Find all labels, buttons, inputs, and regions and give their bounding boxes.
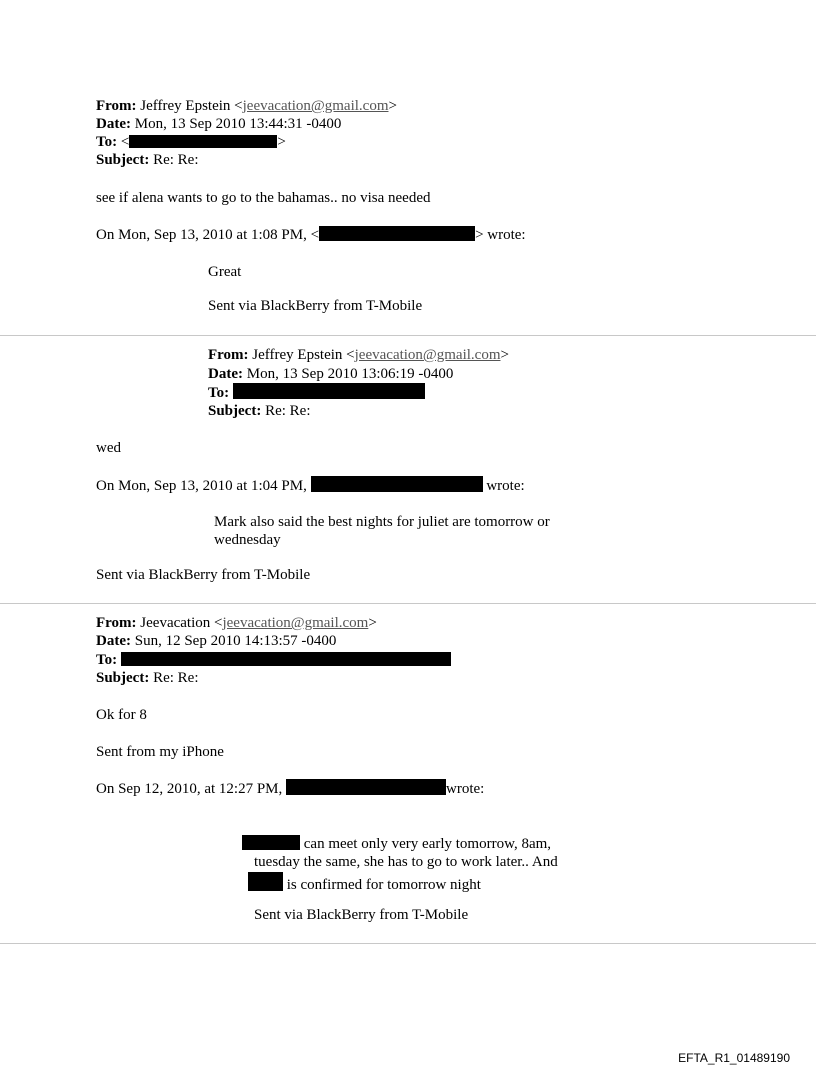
msg1-subject: [96, 151, 199, 169]
msg3-date: [96, 632, 336, 650]
from-label: From:: [96, 615, 137, 631]
msg3-signature: Sent from my iPhone: [96, 744, 224, 760]
subject-value: Re: Re:: [153, 670, 199, 686]
quote-suffix: wrote:: [487, 227, 526, 243]
msg1-quoted-signature: Sent via BlackBerry from T-Mobile: [208, 298, 423, 314]
quote-prefix: On Sep 12, 2010, at 12:27 PM,: [96, 781, 283, 797]
date-value: Sun, 12 Sep 2010 14:13:57 -0400: [134, 633, 337, 649]
bates-number: EFTA_R1_01489190: [678, 1051, 790, 1065]
message-divider: [0, 335, 816, 336]
msg3-to: [96, 651, 451, 669]
quote-suffix: wrote:: [486, 478, 525, 494]
msg3-quoted-line: [242, 835, 551, 853]
redaction-box: [129, 135, 277, 148]
date-label: Date:: [208, 366, 243, 382]
sender-name: Jeffrey Epstein: [252, 347, 343, 363]
redaction-box: [233, 383, 425, 399]
msg2-to: [208, 383, 425, 402]
subject-label: Subject:: [208, 403, 262, 419]
sender-email-link[interactable]: jeevacation@gmail.com: [354, 347, 501, 363]
redaction-box: [242, 835, 300, 850]
date-label: Date:: [96, 116, 131, 132]
to-label: To:: [208, 385, 230, 401]
date-label: Date:: [96, 633, 131, 649]
msg2-quoted-line: Mark also said the best nights for juliet are tomorrow or: [214, 514, 550, 530]
msg3-quoted-line: tuesday the same, she has to go to work later.. And: [254, 854, 558, 870]
quoted-text: is confirmed for tomorrow night: [286, 877, 481, 893]
msg1-from: From: Jeffrey Epstein <jeevacation@gmail.com>: [96, 98, 397, 114]
msg1-body: see if alena wants to go to the bahamas.. no visa needed: [96, 190, 431, 206]
msg3-quote-header: [96, 779, 484, 798]
sender-email-link[interactable]: jeevacation@gmail.com: [222, 615, 369, 631]
subject-label: Subject:: [96, 152, 150, 168]
msg2-date: [208, 365, 453, 383]
redaction-box: [319, 226, 475, 241]
msg2-from: From: Jeffrey Epstein <jeevacation@gmail.com>: [208, 347, 509, 363]
message-divider: [0, 943, 816, 944]
quote-prefix: On Mon, Sep 13, 2010 at 1:04 PM,: [96, 478, 307, 494]
msg1-to: To: < >: [96, 134, 286, 150]
msg3-body: Ok for 8: [96, 707, 147, 723]
msg1-quoted-text: Great: [208, 264, 242, 280]
from-label: From:: [208, 347, 249, 363]
quoted-text: can meet only very early tomorrow, 8am,: [303, 836, 552, 852]
msg2-quote-header: [96, 476, 525, 495]
from-label: From:: [96, 98, 137, 114]
msg3-from: From: Jeevacation <jeevacation@gmail.com>: [96, 615, 377, 631]
redaction-box: [286, 779, 446, 795]
msg3-quoted-line: [248, 872, 481, 894]
redaction-box: [121, 652, 451, 666]
quote-suffix: wrote:: [446, 781, 485, 797]
msg1-quote-header: On Mon, Sep 13, 2010 at 1:08 PM, < > wrote:: [96, 227, 526, 243]
msg2-signature: Sent via BlackBerry from T-Mobile: [96, 567, 311, 583]
sender-email-link[interactable]: jeevacation@gmail.com: [242, 98, 389, 114]
sender-name: Jeevacation: [140, 615, 211, 631]
subject-value: Re: Re:: [153, 152, 199, 168]
redaction-box: [248, 872, 283, 891]
msg1-date: [96, 115, 341, 133]
subject-value: Re: Re:: [265, 403, 311, 419]
msg3-quoted-signature: Sent via BlackBerry from T-Mobile: [254, 907, 469, 923]
quote-prefix: On Mon, Sep 13, 2010 at 1:08 PM,: [96, 227, 307, 243]
subject-label: Subject:: [96, 670, 150, 686]
date-value: Mon, 13 Sep 2010 13:06:19 -0400: [246, 366, 454, 382]
redaction-box: [311, 476, 483, 492]
date-value: Mon, 13 Sep 2010 13:44:31 -0400: [134, 116, 342, 132]
to-label: To:: [96, 134, 118, 150]
message-divider: [0, 603, 816, 604]
msg2-quoted-line: wednesday: [214, 532, 281, 548]
msg2-body: wed: [96, 440, 121, 456]
msg2-subject: [208, 402, 311, 420]
msg3-subject: [96, 669, 199, 687]
to-label: To:: [96, 652, 118, 668]
sender-name: Jeffrey Epstein: [140, 98, 231, 114]
